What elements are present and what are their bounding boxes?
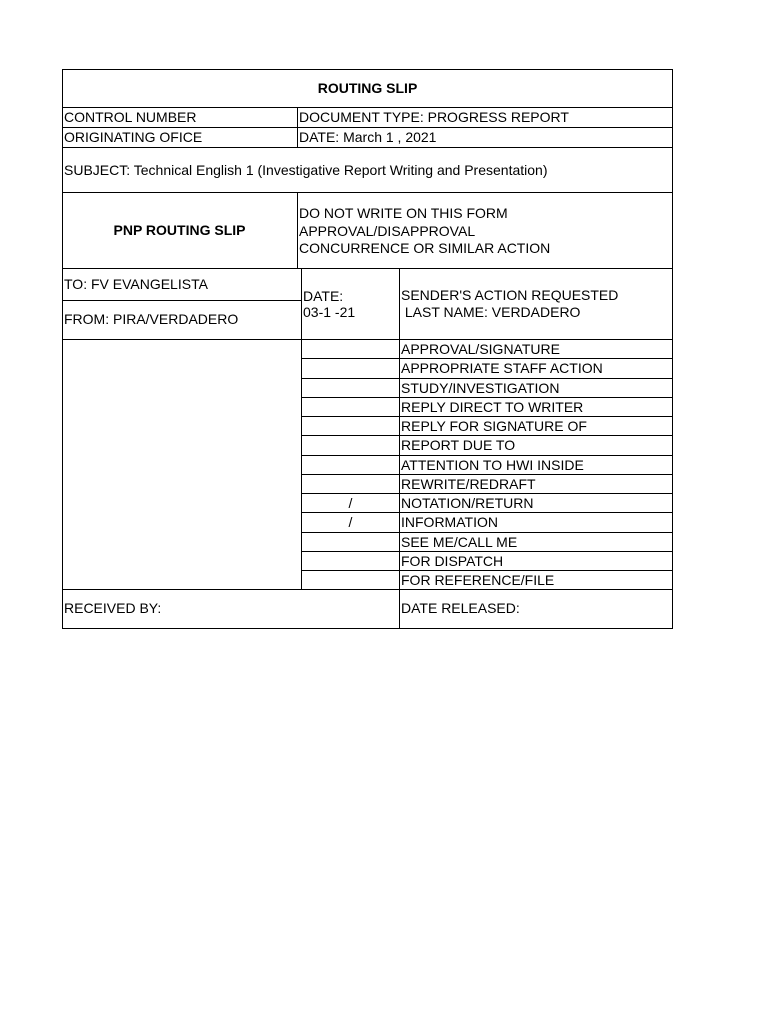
from-field: FROM: PIRA/VERDADERO — [64, 311, 239, 327]
action-row-rule — [301, 378, 673, 379]
action-label: INFORMATION — [401, 514, 498, 530]
form-border-bottom — [62, 628, 673, 629]
action-row-rule — [301, 474, 673, 475]
action-row-rule — [301, 570, 673, 571]
action-label: SEE ME/CALL ME — [401, 534, 518, 550]
action-label: APPROVAL/SIGNATURE — [401, 341, 560, 357]
action-row-rule — [301, 455, 673, 456]
action-label: STUDY/INVESTIGATION — [401, 380, 560, 396]
form-border-left — [62, 69, 63, 629]
routing-slip-form — [62, 69, 673, 629]
notice-line: APPROVAL/DISAPPROVAL — [299, 223, 476, 239]
action-label: ATTENTION TO HWI INSIDE — [401, 457, 584, 473]
form-border-top — [62, 69, 673, 70]
rule — [62, 147, 673, 148]
rule — [62, 127, 673, 128]
rule — [62, 300, 302, 301]
action-row-rule — [301, 358, 673, 359]
action-row-rule — [301, 416, 673, 417]
action-mark: / — [348, 495, 353, 511]
rule — [62, 107, 673, 108]
originating-office-label: ORIGINATING OFICE — [64, 129, 203, 145]
received-by: RECEIVED BY: — [64, 600, 162, 616]
notice-line: CONCURRENCE OR SIMILAR ACTION — [299, 240, 551, 256]
date-label: DATE: — [303, 288, 344, 304]
rule — [297, 107, 298, 147]
action-label: APPROPRIATE STAFF ACTION — [401, 360, 603, 376]
document-type: DOCUMENT TYPE: PROGRESS REPORT — [299, 109, 569, 125]
rule — [301, 339, 302, 590]
control-number-label: CONTROL NUMBER — [64, 109, 197, 125]
form-border-right — [672, 69, 673, 629]
rule — [399, 268, 400, 629]
action-row-rule — [301, 493, 673, 494]
form-title: ROUTING SLIP — [317, 80, 418, 96]
action-row-rule — [301, 512, 673, 513]
subject-line: SUBJECT: Technical English 1 (Investigative Report Writing and Presentation) — [64, 162, 548, 178]
notice-line: DO NOT WRITE ON THIS FORM — [299, 205, 508, 221]
document-date: DATE: March 1 , 2021 — [299, 129, 437, 145]
rule — [62, 339, 673, 340]
action-row-rule — [301, 532, 673, 533]
to-field: TO: FV EVANGELISTA — [64, 276, 208, 292]
date-released: DATE RELEASED: — [401, 600, 520, 616]
date-value: 03-1 -21 — [303, 304, 356, 320]
rule — [62, 268, 673, 269]
action-label: NOTATION/RETURN — [401, 495, 534, 511]
rule — [62, 589, 673, 590]
action-label: REPLY FOR SIGNATURE OF — [401, 418, 587, 434]
action-label: FOR REFERENCE/FILE — [401, 572, 555, 588]
action-label: FOR DISPATCH — [401, 553, 504, 569]
action-label: REPORT DUE TO — [401, 437, 516, 453]
rule — [301, 268, 302, 340]
action-label: REWRITE/REDRAFT — [401, 476, 536, 492]
senders-action-requested: SENDER'S ACTION REQUESTED — [401, 287, 619, 303]
action-row-rule — [301, 551, 673, 552]
action-mark: / — [348, 514, 353, 530]
action-row-rule — [301, 397, 673, 398]
pnp-routing-slip-label: PNP ROUTING SLIP — [113, 222, 246, 238]
action-row-rule — [301, 435, 673, 436]
action-label: REPLY DIRECT TO WRITER — [401, 399, 584, 415]
rule — [297, 192, 298, 269]
rule — [62, 192, 673, 193]
last-name: LAST NAME: VERDADERO — [401, 304, 581, 320]
